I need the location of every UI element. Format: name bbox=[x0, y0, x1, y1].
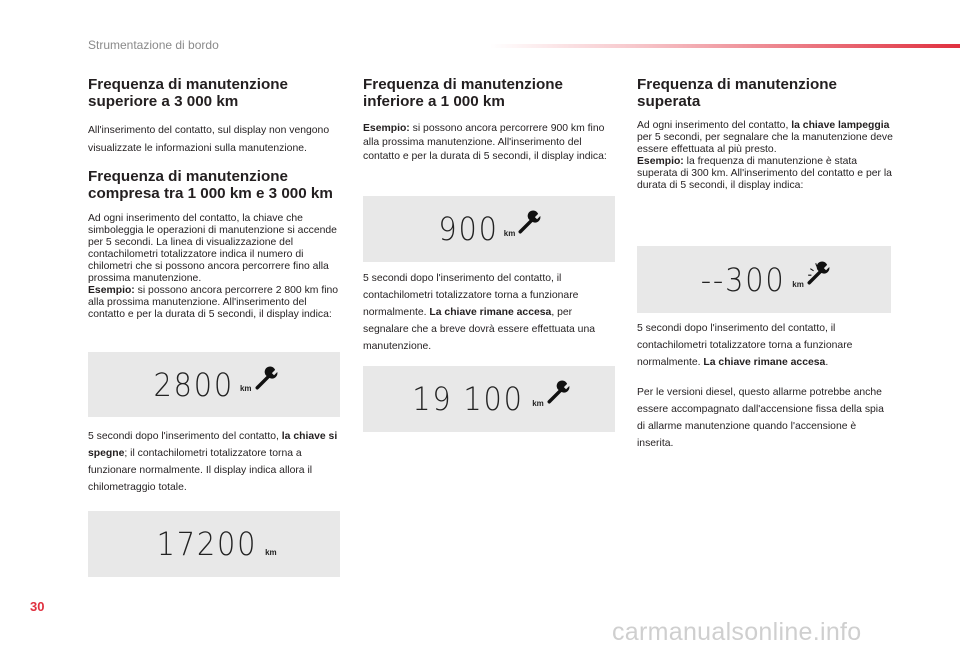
text-part: Ad ogni inserimento del contatto, bbox=[637, 120, 792, 131]
page-number: 30 bbox=[30, 599, 45, 614]
text-part: , per segnalare che a breve dovrà essere effettuata una manutenzione. bbox=[363, 307, 596, 352]
bold-text: la chiave lampeggia bbox=[791, 120, 890, 131]
section-title-exceeded: Frequenza di manutenzione superata bbox=[637, 76, 837, 110]
section-text-exceeded bbox=[637, 120, 893, 192]
flashing-wrench-icon bbox=[806, 260, 832, 286]
odometer-display-17200 bbox=[88, 511, 340, 577]
example-label: Esempio: bbox=[363, 123, 410, 134]
text-part: per 5 secondi, per segnalare che la manutenzione deve essere effettuata al più presto. bbox=[637, 132, 893, 155]
after-text-col2 bbox=[363, 270, 619, 355]
after-text-col3 bbox=[637, 320, 893, 371]
text-part: 5 secondi dopo l'inserimento del contatto, il contachilometri totalizzatore torna a funzionare normalmente. bbox=[637, 323, 853, 368]
display-value: 900 bbox=[438, 210, 499, 248]
example-label: Esempio: bbox=[88, 285, 135, 296]
odometer-display-19100 bbox=[363, 366, 615, 432]
section-text-below-1000 bbox=[363, 122, 619, 164]
after-text-col1 bbox=[88, 428, 344, 496]
text-part: 5 secondi dopo l'inserimento del contatto, bbox=[88, 431, 282, 442]
example-text: si possono ancora percorrere 2 800 km fino alla prossima manutenzione. All'inserimento del contatto e per la durata di 5 secondi, il display indica: bbox=[88, 285, 339, 320]
bold-text: La chiave rimane accesa bbox=[429, 307, 552, 318]
display-unit: km bbox=[792, 280, 804, 289]
text-part: 5 secondi dopo l'inserimento del contatto, il contachilometri totalizzatore torna a funzionare normalmente. bbox=[363, 273, 579, 318]
text-part: ; il contachilometri totalizzatore torna a funzionare normalmente. Il display indica allora il chilometraggio totale. bbox=[88, 448, 313, 493]
example-text: si possono ancora percorrere 900 km fino alla prossima manutenzione. All'inserimento del contatto e per la durata di 5 secondi, il display indica: bbox=[363, 123, 607, 162]
display-unit: km bbox=[265, 548, 277, 557]
odometer-display-2800 bbox=[88, 352, 340, 417]
bold-text: La chiave rimane accesa bbox=[703, 357, 826, 368]
column-1 bbox=[88, 76, 344, 321]
wrench-icon bbox=[546, 379, 572, 405]
display-unit: km bbox=[532, 399, 544, 408]
column-2 bbox=[363, 76, 619, 164]
display-value: 17200 bbox=[156, 525, 258, 563]
display-unit: km bbox=[503, 229, 516, 238]
section-text-1000-3000 bbox=[88, 213, 344, 321]
wrench-icon bbox=[517, 209, 543, 235]
odometer-display-900 bbox=[363, 196, 615, 262]
diesel-note: Per le versioni diesel, questo allarme potrebbe anche essere accompagnato dall'accensione fissa della spia di allarme manutenzione quando l'accensione è inserita. bbox=[637, 387, 884, 449]
display-value: --300 bbox=[700, 260, 786, 299]
bold-text: la chiave si spegne bbox=[88, 431, 338, 459]
wrench-icon bbox=[254, 365, 280, 391]
section-title-1000-3000: Frequenza di manutenzione compresa tra 1 000 km e 3 000 km bbox=[88, 168, 333, 202]
odometer-display-minus-300 bbox=[637, 246, 891, 313]
display-value: 19 100 bbox=[412, 380, 525, 418]
page-header-title: Strumentazione di bordo bbox=[88, 38, 219, 52]
example-text: la frequenza di manutenzione è stata superata di 300 km. All'inserimento del contatto e per la durata di 5 secondi, il display indica: bbox=[637, 156, 892, 191]
section-title-above-3000: Frequenza di manutenzione superiore a 3 000 km bbox=[88, 76, 288, 110]
display-value: 2800 bbox=[152, 365, 234, 404]
display-unit: km bbox=[239, 384, 252, 393]
example-label: Esempio: bbox=[637, 156, 684, 167]
section-text-above-3000: All'inserimento del contatto, sul display non vengono visualizzate le informazioni sulla manutenzione. bbox=[88, 125, 330, 154]
description-text: Ad ogni inserimento del contatto, la chiave che simboleggia le operazioni di manutenzione si accende per 5 secondi. La linea di visualizzazione del contachilometri totalizzatore indica il numero di chilometri che si possono ancora percorrere fino alla prossima manutenzione. bbox=[88, 213, 337, 284]
column-3 bbox=[637, 76, 893, 192]
text-part: . bbox=[825, 357, 829, 368]
footer-watermark: carmanualsonline.info bbox=[612, 618, 862, 646]
section-title-below-1000: Frequenza di manutenzione inferiore a 1 000 km bbox=[363, 76, 563, 110]
header-divider bbox=[490, 44, 960, 48]
